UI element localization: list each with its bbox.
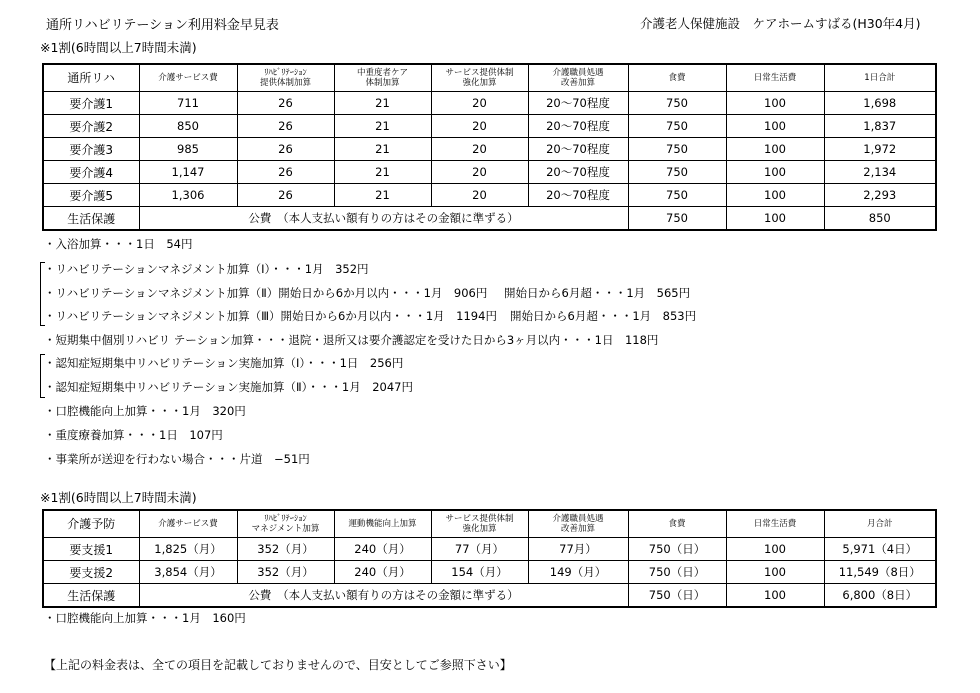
note-item: ・重度療養加算・・・1日 107円 xyxy=(44,428,223,442)
table-cell: 240（月） xyxy=(334,538,431,561)
row-label: 生活保護 xyxy=(43,584,139,608)
table-cell: 1,972 xyxy=(824,138,936,161)
section1-subtitle: ※1割(6時間以上7時間未満) xyxy=(40,40,197,55)
header-cell: 通所リハ xyxy=(43,64,139,92)
header-cell: 介護職員処遇 改善加算 xyxy=(528,64,628,92)
facility-name: 介護老人保健施設 ケアホームすばる(H30年4月) xyxy=(640,16,921,31)
table-cell: 21 xyxy=(334,161,431,184)
header-cell: 食費 xyxy=(628,64,726,92)
table-cell: 2,134 xyxy=(824,161,936,184)
table-cell: 750 xyxy=(628,115,726,138)
table-cell: 100 xyxy=(726,184,824,207)
table-cell: 100 xyxy=(726,115,824,138)
note-item: ・認知症短期集中リハビリテーション実施加算（Ⅰ）・・・1日 256円 xyxy=(44,356,404,370)
table-row xyxy=(43,161,936,184)
table-cell: 352（月） xyxy=(237,538,334,561)
row-label: 要介護3 xyxy=(43,138,139,161)
table-cell: 20 xyxy=(431,115,528,138)
header-cell: 介護予防 xyxy=(43,510,139,538)
note-item: ・リハビリテーションマネジメント加算（Ⅱ）開始日から6か月以内・・・1月 906円 xyxy=(44,286,488,300)
table-cell: 20〜70程度 xyxy=(528,161,628,184)
note-item: 開始日から6月超・・・1月 565円 xyxy=(504,286,691,300)
table-cell: 240（月） xyxy=(334,561,431,584)
row-label: 要介護2 xyxy=(43,115,139,138)
table-cell: 20〜70程度 xyxy=(528,184,628,207)
note-item: ・事業所が送迎を行わない場合・・・片道 −51円 xyxy=(44,452,310,466)
care-fee-table xyxy=(42,63,937,231)
table-cell: 3,854（月） xyxy=(139,561,237,584)
table-cell: 985 xyxy=(139,138,237,161)
table-cell: 1,837 xyxy=(824,115,936,138)
table-row xyxy=(43,115,936,138)
table-cell: 21 xyxy=(334,92,431,115)
table-cell: 750（日） xyxy=(628,584,726,608)
header-cell: 介護サービス費 xyxy=(139,510,237,538)
header-cell: 介護職員処遇 改善加算 xyxy=(528,510,628,538)
table-cell: 1,306 xyxy=(139,184,237,207)
table-cell: 6,800（8日） xyxy=(824,584,936,608)
table-cell: 154（月） xyxy=(431,561,528,584)
row-label: 要介護5 xyxy=(43,184,139,207)
table-cell: 20 xyxy=(431,184,528,207)
prevention-fee-table xyxy=(42,509,937,608)
table-cell: 100 xyxy=(726,92,824,115)
table-cell: 100 xyxy=(726,584,824,608)
header-cell: サービス提供体制 強化加算 xyxy=(431,64,528,92)
header-cell: ﾘﾊﾋﾞﾘﾃｰｼｮﾝ マネジメント加算 xyxy=(237,510,334,538)
table-header-row xyxy=(43,64,936,92)
table-cell: 20 xyxy=(431,92,528,115)
table-cell: 77月） xyxy=(528,538,628,561)
note-item: ・リハビリテーションマネジメント加算（Ⅰ）・・・1月 352円 xyxy=(44,262,369,276)
table-cell: 21 xyxy=(334,115,431,138)
table-cell: 750（日） xyxy=(628,561,726,584)
header-cell: 食費 xyxy=(628,510,726,538)
table-cell: 750 xyxy=(628,138,726,161)
table-cell: 850 xyxy=(824,207,936,231)
table-cell: 100 xyxy=(726,161,824,184)
note-item: ・短期集中個別リハビリ テーション加算・・・退院・退所又は要介護認定を受けた日から3ヶ月以内・・・1日 118円 xyxy=(44,333,659,347)
table-cell: 11,549（8日） xyxy=(824,561,936,584)
table-cell: 750 xyxy=(628,207,726,231)
table-cell: 711 xyxy=(139,92,237,115)
row-label: 生活保護 xyxy=(43,207,139,231)
header-cell: 介護サービス費 xyxy=(139,64,237,92)
note-item: ・認知症短期集中リハビリテーション実施加算（Ⅱ）・・・1月 2047円 xyxy=(44,380,413,394)
table-cell: 100 xyxy=(726,207,824,231)
page-title: 通所リハビリテーション利用料金早見表 xyxy=(46,18,279,33)
table-cell: 750 xyxy=(628,161,726,184)
table-cell: 149（月） xyxy=(528,561,628,584)
row-label: 要支援2 xyxy=(43,561,139,584)
table-row xyxy=(43,561,936,584)
table-row xyxy=(43,138,936,161)
table-cell: 5,971（4日） xyxy=(824,538,936,561)
table-cell: 20 xyxy=(431,161,528,184)
table-cell: 850 xyxy=(139,115,237,138)
row-label: 要介護4 xyxy=(43,161,139,184)
table-cell: 26 xyxy=(237,92,334,115)
table-row xyxy=(43,92,936,115)
table-cell: 2,293 xyxy=(824,184,936,207)
table-row-welfare xyxy=(43,584,936,608)
table-cell: 26 xyxy=(237,138,334,161)
note-item: ・入浴加算・・・1日 54円 xyxy=(44,237,193,251)
table-row xyxy=(43,538,936,561)
table-row-welfare xyxy=(43,207,936,231)
table-cell: 26 xyxy=(237,184,334,207)
table-cell: 100 xyxy=(726,138,824,161)
public-expense-note: 公費 （本人支払い額有りの方はその金額に準ずる） xyxy=(139,207,628,231)
table-cell: 21 xyxy=(334,138,431,161)
header-cell: 月合計 xyxy=(824,510,936,538)
table-cell: 100 xyxy=(726,561,824,584)
table-cell: 750 xyxy=(628,184,726,207)
row-label: 要支援1 xyxy=(43,538,139,561)
table-cell: 20〜70程度 xyxy=(528,115,628,138)
table-cell: 20 xyxy=(431,138,528,161)
table-cell: 26 xyxy=(237,115,334,138)
table-cell: 352（月） xyxy=(237,561,334,584)
note-item: 開始日から6月超・・・1月 853円 xyxy=(510,309,697,323)
table-cell: 1,147 xyxy=(139,161,237,184)
header-cell: 運動機能向上加算 xyxy=(334,510,431,538)
table-cell: 21 xyxy=(334,184,431,207)
footer-disclaimer: 【上記の料金表は、全ての項目を記載しておりませんので、目安としてご参照下さい】 xyxy=(44,658,512,672)
note-item: ・口腔機能向上加算・・・1月 320円 xyxy=(44,404,246,418)
header-cell: サービス提供体制 強化加算 xyxy=(431,510,528,538)
table-cell: 77（月） xyxy=(431,538,528,561)
table-cell: 20〜70程度 xyxy=(528,138,628,161)
table-cell: 20〜70程度 xyxy=(528,92,628,115)
public-expense-note: 公費 （本人支払い額有りの方はその金額に準ずる） xyxy=(139,584,628,608)
table-cell: 750 xyxy=(628,92,726,115)
note-item: ・口腔機能向上加算・・・1月 160円 xyxy=(44,611,246,625)
row-label: 要介護1 xyxy=(43,92,139,115)
header-cell: 中重度者ケア 体制加算 xyxy=(334,64,431,92)
header-cell: 日常生活費 xyxy=(726,64,824,92)
table-cell: 1,825（月） xyxy=(139,538,237,561)
table-cell: 1,698 xyxy=(824,92,936,115)
table-cell: 100 xyxy=(726,538,824,561)
table-cell: 750（日） xyxy=(628,538,726,561)
note-item: ・リハビリテーションマネジメント加算（Ⅲ）開始日から6か月以内・・・1月 1194円 xyxy=(44,309,497,323)
table-header-row xyxy=(43,510,936,538)
table-row xyxy=(43,184,936,207)
section2-subtitle: ※1割(6時間以上7時間未満) xyxy=(40,490,197,505)
header-cell: 1日合計 xyxy=(824,64,936,92)
header-cell: ﾘﾊﾋﾞﾘﾃｰｼｮﾝ 提供体制加算 xyxy=(237,64,334,92)
header-cell: 日常生活費 xyxy=(726,510,824,538)
table-cell: 26 xyxy=(237,161,334,184)
